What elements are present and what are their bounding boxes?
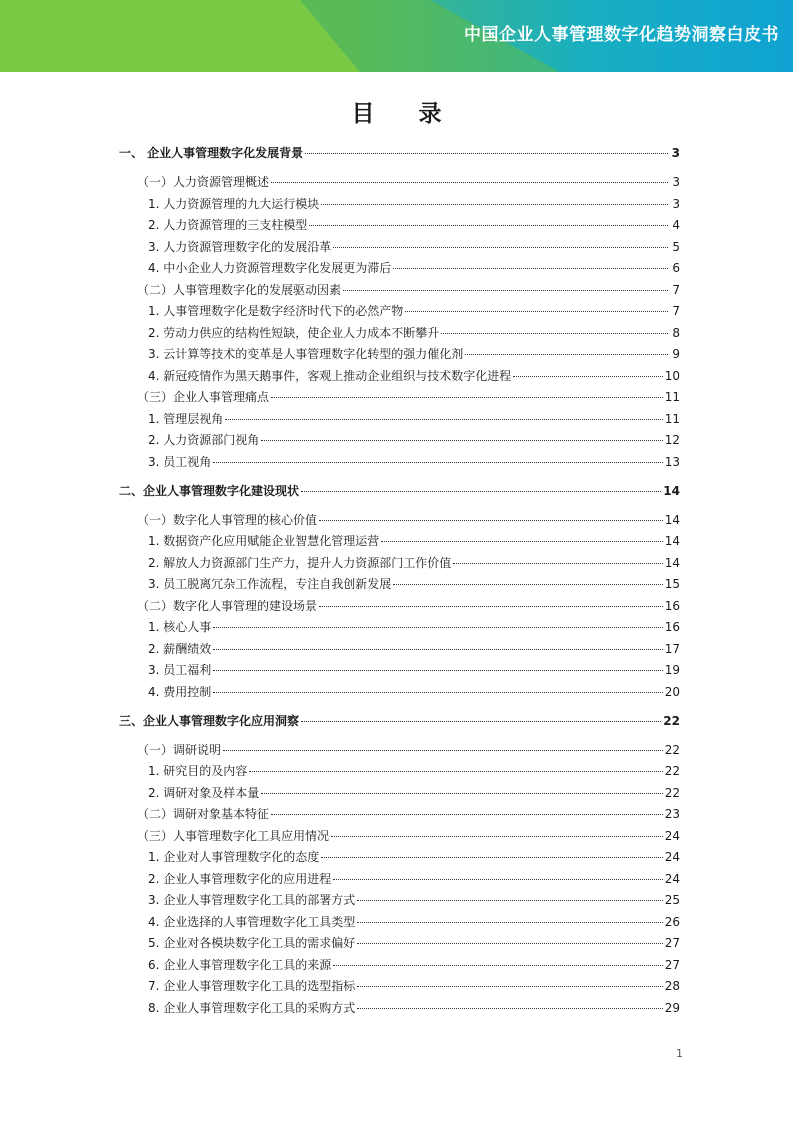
toc-subsection[interactable] — [148, 197, 680, 211]
toc-entry-text: 1. 人事管理数字化是数字经济时代下的必然产物 — [148, 304, 404, 318]
toc-page-number: 12 — [664, 433, 680, 447]
toc-entry-text: 8. 企业人事管理数字化工具的采购方式 — [148, 1000, 356, 1015]
toc-page-number: 27 — [664, 957, 680, 972]
toc-leader-dots — [357, 922, 662, 923]
toc-entry-text: 2. 人力资源部门视角 — [148, 433, 260, 447]
toc-leader-dots — [357, 943, 662, 944]
toc-leader-dots — [393, 584, 662, 585]
toc-page-number: 14 — [663, 483, 680, 498]
toc-section[interactable] — [137, 599, 680, 613]
toc-leader-dots — [405, 311, 668, 312]
toc-page-number: 17 — [664, 641, 680, 656]
toc-leader-dots — [261, 440, 662, 441]
toc-entry-text: （三）企业人事管理痛点 — [137, 390, 270, 404]
toc-leader-dots — [213, 462, 662, 463]
toc-leader-dots — [319, 606, 663, 607]
toc-page-number: 26 — [664, 914, 680, 929]
toc-entry-text: 3. 人力资源管理数字化的发展沿革 — [148, 239, 332, 254]
toc-entry-text: （三）人事管理数字化工具应用情况 — [137, 828, 330, 843]
toc-leader-dots — [305, 153, 668, 154]
toc-page-number: 23 — [664, 807, 680, 821]
toc-subsection[interactable] — [148, 240, 680, 254]
toc-entry-text: 1. 管理层视角 — [148, 411, 224, 426]
toc-subsection[interactable] — [148, 872, 680, 886]
toc-subsection[interactable] — [148, 433, 680, 447]
toc-leader-dots — [321, 204, 668, 205]
toc-subsection[interactable] — [148, 915, 680, 929]
toc-section[interactable] — [137, 807, 680, 821]
toc-entry-text: 三、企业人事管理数字化应用洞察 — [119, 713, 300, 728]
toc-subsection[interactable] — [148, 685, 680, 699]
toc-section[interactable] — [137, 390, 680, 404]
toc-section[interactable] — [137, 829, 680, 843]
toc-subsection[interactable] — [148, 455, 680, 469]
header-banner — [0, 0, 793, 72]
toc-subsection[interactable] — [148, 326, 680, 340]
toc-page-number: 6 — [672, 261, 680, 275]
toc-subsection[interactable] — [148, 642, 680, 656]
toc-leader-dots — [271, 814, 663, 815]
toc-entry-text: 4. 新冠疫情作为黑天鹅事件，客观上推动企业组织与技术数字化进程 — [148, 368, 512, 383]
toc-page-number: 11 — [664, 411, 680, 426]
toc-page-number: 14 — [664, 534, 680, 548]
toc-leader-dots — [271, 182, 668, 183]
toc-entry-text: 1. 研究目的及内容 — [148, 764, 248, 778]
toc-page-number: 5 — [672, 239, 680, 254]
toc-entry-text: 1. 数据资产化应用赋能企业智慧化管理运营 — [148, 534, 380, 548]
toc-leader-dots — [213, 627, 662, 628]
toc-subsection[interactable] — [148, 304, 680, 318]
toc-entry-text: （一）调研说明 — [137, 742, 222, 757]
toc-subsection[interactable] — [148, 218, 680, 232]
toc-page-number: 22 — [664, 764, 680, 778]
toc-section[interactable] — [137, 513, 680, 527]
toc-page-number: 27 — [664, 936, 680, 950]
toc-entry-text: 3. 员工视角 — [148, 454, 212, 469]
toc-subsection[interactable] — [148, 412, 680, 426]
toc-leader-dots — [357, 900, 662, 901]
toc-subsection[interactable] — [148, 936, 680, 950]
toc-entry-text: 4. 中小企业人力资源管理数字化发展更为滞后 — [148, 261, 392, 275]
toc-leader-dots — [213, 649, 662, 650]
toc-entry-text: 3. 云计算等技术的变革是人事管理数字化转型的强力催化剂 — [148, 347, 464, 361]
toc-page-number: 25 — [664, 893, 680, 907]
toc-entry-text: （二）人事管理数字化的发展驱动因素 — [137, 282, 342, 297]
toc-leader-dots — [357, 1008, 662, 1009]
toc-page-number: 13 — [664, 454, 680, 469]
toc-title: 目 录 — [351, 101, 460, 127]
toc-subsection[interactable] — [148, 534, 680, 548]
toc-page-number: 16 — [664, 620, 680, 634]
toc-entry-text: 1. 核心人事 — [148, 620, 212, 634]
toc-leader-dots — [393, 268, 668, 269]
toc-leader-dots — [249, 771, 662, 772]
toc-leader-dots — [441, 333, 668, 334]
toc-leader-dots — [333, 247, 668, 248]
toc-entry-text: 3. 员工脱离冗杂工作流程，专注自我创新发展 — [148, 577, 392, 591]
toc-leader-dots — [333, 879, 662, 880]
toc-leader-dots — [513, 376, 662, 377]
toc-subsection[interactable] — [148, 764, 680, 778]
toc-subsection[interactable] — [148, 347, 680, 361]
toc-subsection[interactable] — [148, 369, 680, 383]
toc-chapter[interactable] — [119, 146, 680, 160]
toc-page-number: 3 — [672, 175, 680, 189]
toc-entry-text: 二、企业人事管理数字化建设现状 — [119, 483, 300, 498]
toc-page-number: 24 — [664, 850, 680, 864]
toc-leader-dots — [225, 419, 662, 420]
toc-page-number: 22 — [663, 713, 680, 728]
toc-subsection[interactable] — [148, 620, 680, 634]
toc-page-number: 24 — [664, 828, 680, 843]
toc-entry-text: 2. 解放人力资源部门生产力，提升人力资源部门工作价值 — [148, 555, 452, 570]
toc-leader-dots — [223, 750, 663, 751]
toc-leader-dots — [261, 793, 662, 794]
toc-entry-text: 2. 人力资源管理的三支柱模型 — [148, 218, 308, 232]
toc-entry-text: 2. 调研对象及样本量 — [148, 785, 260, 800]
toc-subsection[interactable] — [148, 850, 680, 864]
toc-page-number: 8 — [672, 325, 680, 340]
toc-page-number: 3 — [671, 146, 680, 160]
toc-page-number: 10 — [664, 368, 680, 383]
toc-leader-dots — [321, 857, 662, 858]
toc-leader-dots — [301, 491, 661, 492]
toc-entry-text: 一、 企业人事管理数字化发展背景 — [119, 146, 304, 160]
toc-leader-dots — [381, 541, 662, 542]
page-number: 1 — [676, 1047, 683, 1060]
toc-entry-text: 7. 企业人事管理数字化工具的选型指标 — [148, 979, 356, 993]
report-title: 中国企业人事管理数字化趋势洞察白皮书 — [464, 25, 779, 45]
toc-page-number: 28 — [664, 979, 680, 993]
toc-page-number: 3 — [672, 196, 680, 211]
toc-leader-dots — [271, 397, 663, 398]
toc-leader-dots — [333, 965, 662, 966]
toc-leader-dots — [343, 290, 668, 291]
toc-subsection[interactable] — [148, 1001, 680, 1015]
toc-page-number: 16 — [664, 598, 680, 613]
toc-page-number: 11 — [664, 390, 680, 404]
toc-leader-dots — [309, 225, 668, 226]
toc-page-number: 14 — [664, 555, 680, 570]
toc-page-number: 20 — [664, 684, 680, 699]
toc-subsection[interactable] — [148, 577, 680, 591]
toc-page-number: 7 — [672, 304, 680, 318]
toc-entry-text: 1. 人力资源管理的九大运行模块 — [148, 196, 320, 211]
toc-entry-text: 5. 企业对各模块数字化工具的需求偏好 — [148, 936, 356, 950]
toc-entry-text: 2. 薪酬绩效 — [148, 641, 212, 656]
toc-subsection[interactable] — [148, 786, 680, 800]
toc-entry-text: 2. 企业人事管理数字化的应用进程 — [148, 871, 332, 886]
toc-leader-dots — [213, 692, 662, 693]
toc-entry-text: 2. 劳动力供应的结构性短缺，使企业人力成本不断攀升 — [148, 325, 440, 340]
toc-page-number: 14 — [664, 512, 680, 527]
toc-page-number: 22 — [664, 785, 680, 800]
toc-chapter[interactable] — [119, 714, 680, 728]
toc-section[interactable] — [137, 283, 680, 297]
toc-entry-text: 3. 员工福利 — [148, 663, 212, 677]
toc-subsection[interactable] — [148, 958, 680, 972]
toc-page-number: 19 — [664, 663, 680, 677]
toc-leader-dots — [465, 354, 668, 355]
toc-page-number: 9 — [672, 347, 680, 361]
toc-leader-dots — [301, 721, 661, 722]
toc-page-number: 24 — [664, 871, 680, 886]
toc-section[interactable] — [137, 743, 680, 757]
toc-entry-text: （二）调研对象基本特征 — [137, 807, 270, 821]
toc-entry-text: （一）数字化人事管理的核心价值 — [137, 512, 318, 527]
toc-subsection[interactable] — [148, 261, 680, 275]
toc-section[interactable] — [137, 175, 680, 189]
toc-leader-dots — [331, 836, 663, 837]
toc-entry-text: （一）人力资源管理概述 — [137, 175, 270, 189]
toc-leader-dots — [319, 520, 663, 521]
toc-page-number: 22 — [664, 742, 680, 757]
toc-page-number: 4 — [672, 218, 680, 232]
toc-subsection[interactable] — [148, 979, 680, 993]
toc-leader-dots — [357, 986, 662, 987]
toc-subsection[interactable] — [148, 556, 680, 570]
toc-page-number: 29 — [664, 1000, 680, 1015]
toc-chapter[interactable] — [119, 484, 680, 498]
toc-leader-dots — [453, 563, 662, 564]
toc-leader-dots — [213, 670, 662, 671]
toc-subsection[interactable] — [148, 663, 680, 677]
toc-entry-text: 3. 企业人事管理数字化工具的部署方式 — [148, 893, 356, 907]
toc-entry-text: 4. 企业选择的人事管理数字化工具类型 — [148, 914, 356, 929]
toc-page-number: 15 — [664, 577, 680, 591]
toc-entry-text: （二）数字化人事管理的建设场景 — [137, 598, 318, 613]
toc-entry-text: 6. 企业人事管理数字化工具的来源 — [148, 957, 332, 972]
toc-entry-text: 1. 企业对人事管理数字化的态度 — [148, 850, 320, 864]
toc-subsection[interactable] — [148, 893, 680, 907]
toc-page-number: 7 — [672, 282, 680, 297]
toc-entry-text: 4. 费用控制 — [148, 684, 212, 699]
